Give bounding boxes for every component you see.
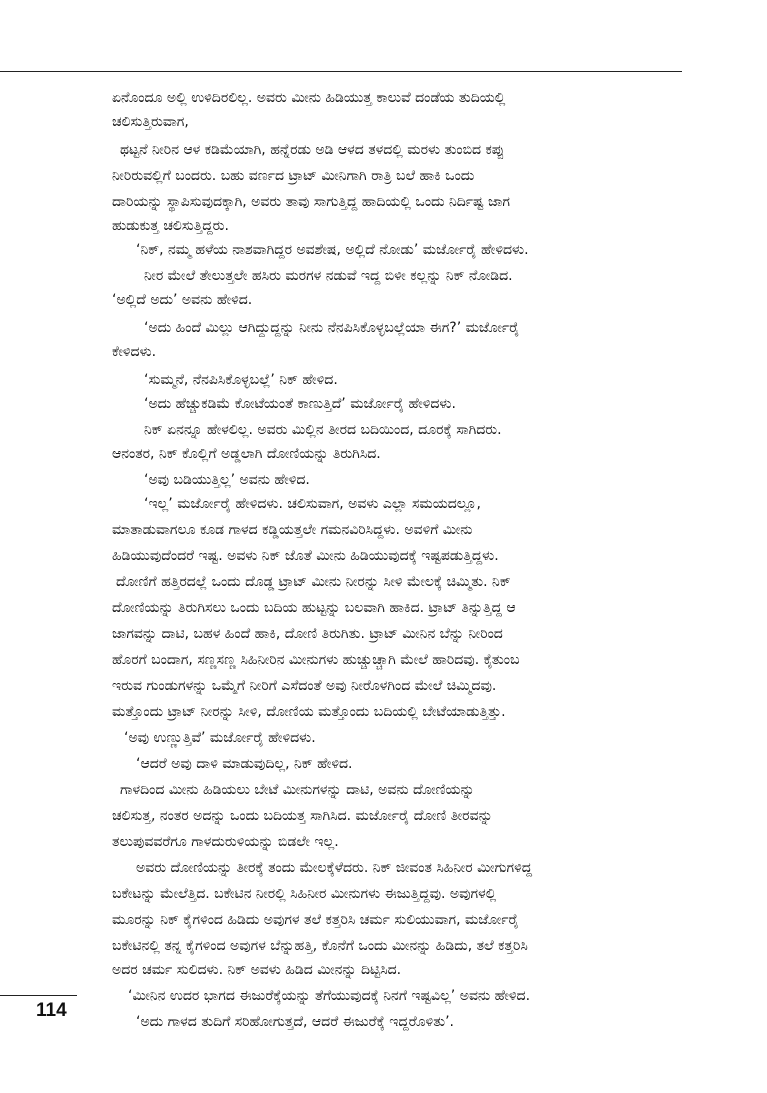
text-line: ದಾರಿಯನ್ನು ಸ್ಥಾಪಿಸುವುದಕ್ಕಾಗಿ, ಅವರು ತಾವು ಸಾಗುತ್ತಿದ್ದ ಹಾದಿಯಲ್ಲಿ ಒಂದು ನಿರ್ದಿಷ್ಟ ಜಾಗ (112, 194, 510, 210)
text-line: ‘ಇಲ್ಲ’ ಮರ್ಜೋರೈ ಹೇಳಿದಳು. ಚಲಿಸುವಾಗ, ಅವಳು ಎಲ್ಲಾ ಸಮಯದಲ್ಲೂ, (144, 496, 481, 512)
text-line: ‘ಅದು ಹೆಚ್ಚುಕಡಿಮೆ ಕೋಟೆಯಂತೆ ಕಾಣುತ್ತಿದೆ’ ಮರ್ಜೋರೈ ಹೇಳಿದಳು. (144, 396, 456, 412)
text-line: ಏನೊಂದೂ ಅಲ್ಲಿ ಉಳಿದಿರಲಿಲ್ಲ. ಅವರು ಮೀನು ಹಿಡಿಯುತ್ತ ಕಾಲುವೆ ದಂಡೆಯ ತುದಿಯಲ್ಲಿ (112, 90, 506, 106)
text-line: ಮಾತಾಡುವಾಗಲೂ ಕೂಡ ಗಾಳದ ಕಡ್ಡಿಯತ್ತಲೇ ಗಮನವಿರಿಸಿದ್ದಳು. ಅವಳಿಗೆ ಮೀನು (112, 522, 473, 538)
text-line: ‘ಅವು ಉಣ್ಣುತ್ತಿವೆ’ ಮರ್ಜೋರೈ ಹೇಳಿದಳು. (124, 730, 316, 746)
text-line: ಚಲಿಸುತ್ತ, ನಂತರ ಅದನ್ನು ಒಂದು ಬದಿಯತ್ತ ಸಾಗಿಸಿದ. ಮರ್ಜೋರೈ ದೋಣಿ ತೀರವನ್ನು (112, 808, 493, 824)
text-line: ಬಕೇಟನ್ನು ಮೇಲೆತ್ತಿದ. ಬಕೇಟಿನ ನೀರಲ್ಲಿ ಸಿಹಿನೀರ ಮೀನುಗಳು ಈಜುತ್ತಿದ್ದವು. ಅವುಗಳಲ್ಲಿ (112, 886, 497, 902)
text-line: ಚಲಿಸುತ್ತಿರುವಾಗ, (112, 114, 189, 130)
text-line: ಹುಡುಕುತ್ತ ಚಲಿಸುತ್ತಿದ್ದರು. (112, 218, 229, 234)
text-line: ಬಕೇಟಿನಲ್ಲಿ ತನ್ನ ಕೈಗಳಿಂದ ಅವುಗಳ ಬೆನ್ನುಹತ್ತಿ, ಕೊನೆಗೆ ಒಂದು ಮೀನನ್ನು ಹಿಡಿದು, ತಲೆ ಕತ್ತರಿಸಿ (112, 938, 528, 954)
text-line: ‘ಆದರೆ ಅವು ದಾಳಿ ಮಾಡುವುದಿಲ್ಲ, ನಿಕ್ ಹೇಳಿದ. (136, 756, 353, 772)
text-line: ಗಾಳದಿಂದ ಮೀನು ಹಿಡಿಯಲು ಬೇಟೆ ಮೀನುಗಳನ್ನು ದಾಟಿ, ಅವನು ದೋಣಿಯನ್ನು (120, 782, 475, 798)
text-line: ಹಿಡಿಯುವುದೆಂದರೆ ಇಷ್ಟ. ಅವಳು ನಿಕ್ ಜೊತೆ ಮೀನು ಹಿಡಿಯುವುದಕ್ಕೆ ಇಷ್ಟಪಡುತ್ತಿದ್ದಳು. (112, 548, 499, 564)
text-line: ದೋಣಿಯನ್ನು ತಿರುಗಿಸಲು ಒಂದು ಬದಿಯ ಹುಟ್ಟನ್ನು ಬಲವಾಗಿ ಹಾಕಿದ. ಟ್ರಾಟ್ ತಿನ್ನುತ್ತಿದ್ದ ಆ (112, 600, 516, 616)
footer-rule (0, 995, 77, 996)
text-line: ನೀರಿರುವಲ್ಲಿಗೆ ಬಂದರು. ಬಹು ವರ್ಣದ ಟ್ರಾಟ್ ಮೀನಿಗಾಗಿ ರಾತ್ರಿ ಬಲೆ ಹಾಕಿ ಒಂದು (112, 168, 475, 184)
text-line: ಹೊರಗೆ ಬಂದಾಗ, ಸಣ್ಣಸಣ್ಣ ಸಿಹಿನೀರಿನ ಮೀನುಗಳು ಹುಚ್ಚುಚ್ಚಾಗಿ ಮೇಲೆ ಹಾರಿದವು. ಕೈತುಂಬ (112, 652, 520, 668)
text-line: ಮೂರನ್ನು ನಿಕ್ ಕೈಗಳಿಂದ ಹಿಡಿದು ಅವುಗಳ ತಲೆ ಕತ್ತರಿಸಿ ಚರ್ಮ ಸುಲಿಯುವಾಗ, ಮರ್ಜೋರೈ (112, 912, 519, 928)
text-line: ‘ನಿಕ್, ನಮ್ಮ ಹಳೆಯ ನಾಶವಾಗಿದ್ದರ ಅವಶೇಷ, ಅಲ್ಲಿದೆ ನೋಡು’ ಮರ್ಜೋರೈ ಹೇಳಿದಳು. (136, 242, 529, 258)
text-line: ನೀರ ಮೇಲೆ ತೇಲುತ್ತಲೇ ಹಸಿರು ಮರಗಳ ನಡುವೆ ಇದ್ದ ಬಿಳೀ ಕಲ್ಲನ್ನು ನಿಕ್ ನೋಡಿದ. (144, 268, 513, 284)
text-line: ‘ಅದು ಹಿಂದೆ ಮಿಲ್ಲು ಆಗಿದ್ದುದ್ದನ್ನು ನೀನು ನೆನಪಿಸಿಕೊಳ್ಳಬಲ್ಲೆಯಾ ಈಗ?’ ಮರ್ಜೋರೈ (144, 320, 520, 336)
text-line: ಅದರ ಚರ್ಮ ಸುಲಿದಳು. ನಿಕ್ ಅವಳು ಹಿಡಿದ ಮೀನನ್ನು ದಿಟ್ಟಿಸಿದ. (112, 962, 402, 978)
text-line: ‘ಅವು ಬಡಿಯುತ್ತಿಲ್ಲ’ ಅವನು ಹೇಳಿದ. (144, 472, 310, 488)
text-line: ದೋಣಿಗೆ ಹತ್ತಿರದಲ್ಲೆ ಒಂದು ದೊಡ್ಡ ಟ್ರಾಟ್ ಮೀನು ನೀರನ್ನು ಸೀಳಿ ಮೇಲಕ್ಕೆ ಚಿಮ್ಮಿತು. ನಿಕ್ (116, 574, 511, 590)
text-line: ತಲುಪುವವರೆಗೂ ಗಾಳದುರುಳಿಯನ್ನು ಬಿಡಲೇ ಇಲ್ಲ. (112, 834, 339, 850)
text-line: ಥಟ್ಟನೆ ನೀರಿನ ಆಳ ಕಡಿಮೆಯಾಗಿ, ಹನ್ನೆರಡು ಅಡಿ ಆಳದ ತಳದಲ್ಲಿ ಮರಳು ತುಂಬಿದ ಕಪ್ಪು (120, 142, 505, 158)
text-line: ‘ಅದು ಗಾಳದ ತುದಿಗೆ ಸರಿಹೋಗುತ್ತದೆ, ಆದರೆ ಈಜುರೆಕ್ಕೆ ಇದ್ದರೊಳಿತು’. (136, 1014, 454, 1030)
text-line: ಜಾಗವನ್ನು ದಾಟಿ, ಬಹಳ ಹಿಂದೆ ಹಾಕಿ, ದೋಣಿ ತಿರುಗಿತು. ಟ್ರಾಟ್ ಮೀನಿನ ಬೆನ್ನು ನೀರಿಂದ (112, 626, 503, 642)
text-line: ಆನಂತರ, ನಿಕ್ ಕೊಲ್ಲಿಗೆ ಅಡ್ಡಲಾಗಿ ದೋಣಿಯನ್ನು ತಿರುಗಿಸಿದ. (112, 446, 381, 462)
header-rule (0, 71, 682, 72)
page-number: 114 (36, 1000, 67, 1021)
text-line: ‘ಸುಮ್ಮನೆ, ನೆನಪಿಸಿಕೊಳ್ಳಬಲ್ಲೆ’ ನಿಕ್ ಹೇಳಿದ. (144, 372, 338, 388)
text-line: ‘ಮೀನಿನ ಉದರ ಭಾಗದ ಈಜುರೆಕ್ಕೆಯನ್ನು ತೆಗೆಯುವುದಕ್ಕೆ ನಿನಗೆ ಇಷ್ಟವಿಲ್ಲ’ ಅವನು ಹೇಳಿದ. (128, 988, 531, 1004)
text-line: ಇರುವ ಗುಂಡುಗಳನ್ನು ಒಮ್ಮೆಗೆ ನೀರಿಗೆ ಎಸೆದಂತೆ ಅವು ನೀರೊಳಗಿಂದ ಮೇಲೆ ಚಿಮ್ಮಿದವು. (112, 678, 497, 694)
text-line: ‘ಅಲ್ಲಿದೆ ಅದು’ ಅವನು ಹೇಳಿದ. (112, 292, 253, 308)
text-line: ಅವರು ದೋಣಿಯನ್ನು ತೀರಕ್ಕೆ ತಂದು ಮೇಲಕ್ಕೆಳೆದರು. ನಿಕ್ ಜೀವಂತ ಸಿಹಿನೀರ ಮೀಗುಗಳಿದ್ದ (136, 860, 533, 876)
text-line: ಮತ್ತೊಂದು ಟ್ರಾಟ್ ನೀರನ್ನು ಸೀಳಿ, ದೋಣಿಯ ಮತ್ತೊಂದು ಬದಿಯಲ್ಲಿ ಬೇಟೆಯಾಡುತ್ತಿತ್ತು. (112, 704, 506, 720)
text-line: ಕೇಳಿದಳು. (112, 344, 157, 360)
text-line: ನಿಕ್ ಏನನ್ನೂ ಹೇಳಲಿಲ್ಲ. ಅವರು ಮಿಲ್ಲಿನ ತೀರದ ಬದಿಯಿಂದ, ದೂರಕ್ಕೆ ಸಾಗಿದರು. (144, 422, 502, 438)
